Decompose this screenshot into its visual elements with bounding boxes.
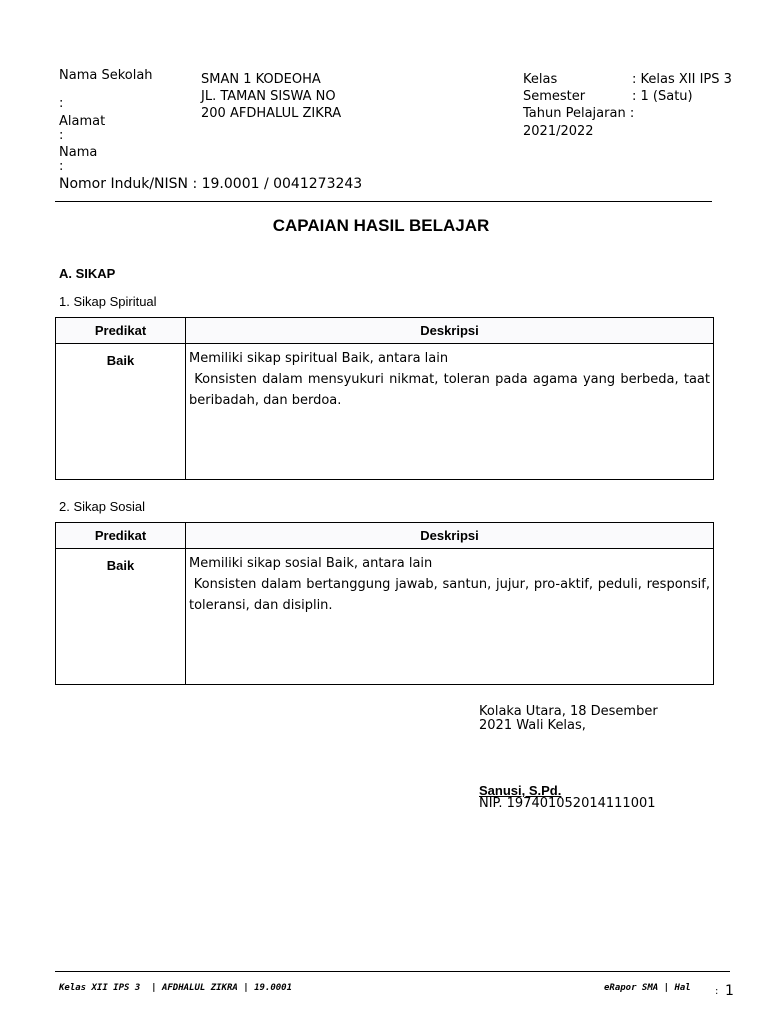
social-description <box>186 549 714 685</box>
signature-nip: NIP. 197401052014111001 <box>479 796 656 811</box>
address-colon: : <box>59 128 64 143</box>
address-value-line2: 200 AFDHALUL ZIKRA <box>201 106 342 121</box>
social-heading: 2. Sikap Sosial <box>59 499 145 514</box>
table-row <box>56 344 714 480</box>
class-label: Kelas <box>523 72 558 87</box>
spiritual-col-deskripsi: Deskripsi <box>186 318 714 344</box>
nisn-line: Nomor Induk/NISN : 19.0001 / 0041273243 <box>59 176 363 192</box>
table-header-row <box>56 318 714 344</box>
spiritual-desc-line2: Konsisten dalam mensyukuri nikmat, toleran pada agama yang berbeda, taat beribadah, dan berdoa. <box>189 372 715 408</box>
section-sikap-heading: A. SIKAP <box>59 266 116 281</box>
school-name-label: Nama Sekolah <box>59 68 153 83</box>
address-value-line1: JL. TAMAN SISWA NO <box>201 89 336 104</box>
spiritual-description <box>186 344 714 480</box>
signature-place-date: Kolaka Utara, 18 Desember <box>479 704 658 719</box>
address-label: Alamat <box>59 114 106 129</box>
school-name-colon: : <box>59 96 64 111</box>
spiritual-predikat: Baik <box>56 344 186 480</box>
school-name-value: SMAN 1 KODEOHA <box>201 72 321 87</box>
signature-name: Sanusi, S.Pd. <box>479 783 562 798</box>
footer-divider <box>55 971 730 972</box>
school-year-label: Tahun Pelajaran : <box>523 106 635 121</box>
page-title: CAPAIAN HASIL BELAJAR <box>272 216 490 235</box>
spiritual-col-predikat: Predikat <box>56 318 186 344</box>
social-table <box>55 522 714 685</box>
student-name-colon: : <box>59 159 64 174</box>
spiritual-desc-line1: Memiliki sikap spiritual Baik, antara lain <box>189 351 449 366</box>
header-divider <box>55 201 712 202</box>
social-desc-line1: Memiliki sikap sosial Baik, antara lain <box>189 556 433 571</box>
semester-value: : 1 (Satu) <box>632 89 693 104</box>
student-name-label: Nama <box>59 145 98 160</box>
social-desc-line2: Konsisten dalam bertanggung jawab, santun, jujur, pro-aktif, peduli, responsif, toleransi, dan disiplin. <box>189 577 715 613</box>
spiritual-table <box>55 317 714 480</box>
signature-role: 2021 Wali Kelas, <box>479 718 586 733</box>
social-col-deskripsi: Deskripsi <box>186 523 714 549</box>
footer-page-colon: : <box>715 986 719 997</box>
footer-student-info: Kelas XII IPS 3 | AFDHALUL ZIKRA | 19.0001 <box>59 983 292 993</box>
semester-label: Semester <box>523 89 586 104</box>
footer-app-name: eRapor SMA | Hal <box>604 983 691 993</box>
page-number: 1 <box>725 983 734 999</box>
social-predikat: Baik <box>56 549 186 685</box>
social-col-predikat: Predikat <box>56 523 186 549</box>
table-header-row <box>56 523 714 549</box>
spiritual-heading: 1. Sikap Spiritual <box>59 294 157 309</box>
school-year-value: 2021/2022 <box>523 124 594 139</box>
table-row <box>56 549 714 685</box>
class-value: : Kelas XII IPS 3 <box>632 72 732 87</box>
